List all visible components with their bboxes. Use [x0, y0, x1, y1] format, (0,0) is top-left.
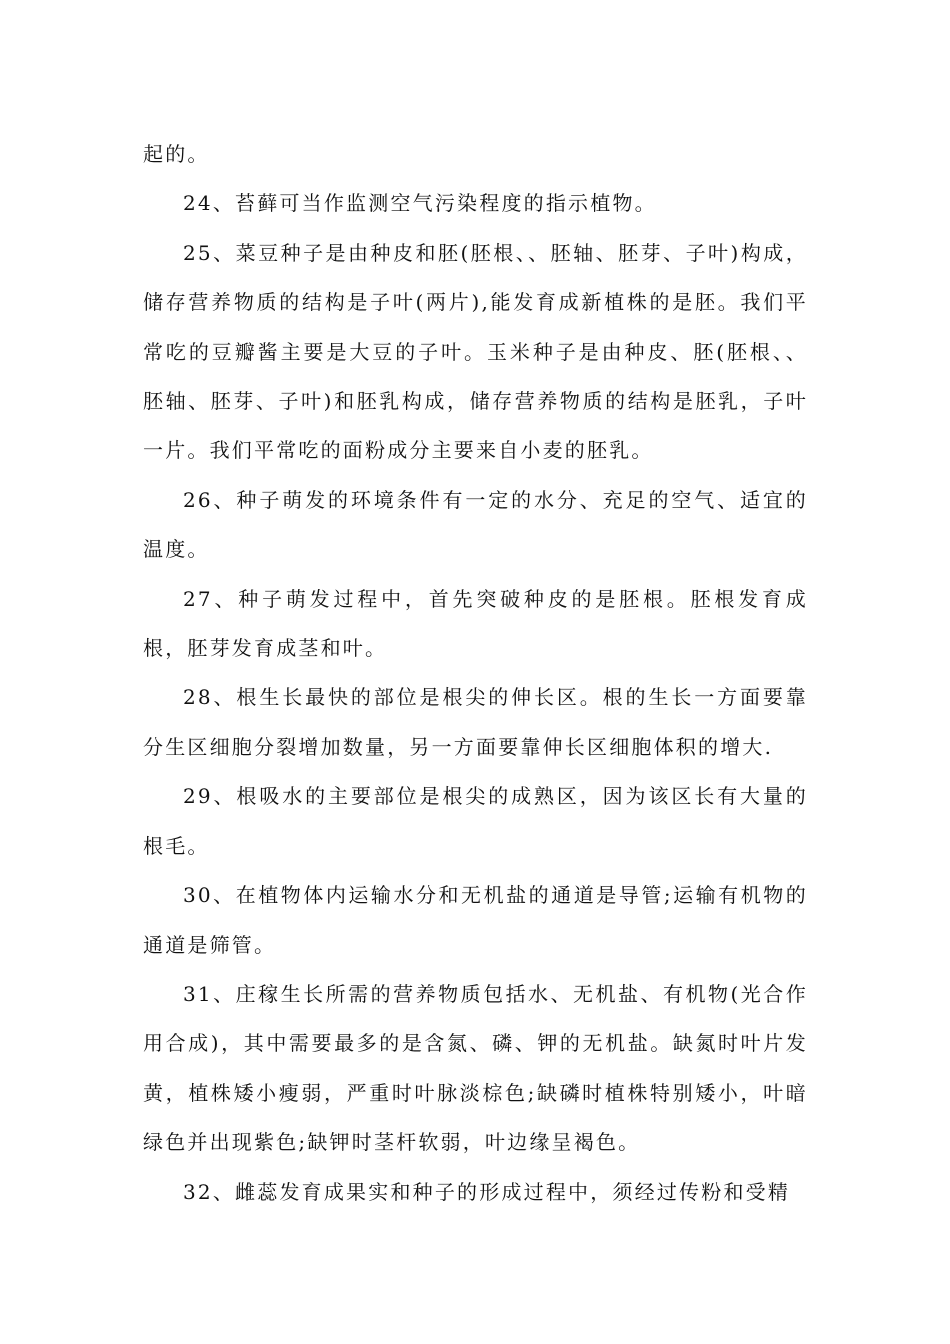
paragraph: 27、种子萌发过程中，首先突破种皮的是胚根。胚根发育成根，胚芽发育成茎和叶。	[143, 586, 808, 661]
paragraph: 起的。	[143, 142, 210, 166]
paragraph: 31、庄稼生长所需的营养物质包括水、无机盐、有机物(光合作用合成)，其中需要最多的是含氮、磷、钾的无机盐。缺氮时叶片发黄，植株矮小瘦弱，严重时叶脉淡棕色;缺磷时植株特别矮小，叶暗绿色并出现紫色;缺钾时茎杆软弱，叶边缘呈褐色。	[143, 981, 808, 1155]
paragraph: 28、根生长最快的部位是根尖的伸长区。根的生长一方面要靠分生区细胞分裂增加数量，另一方面要靠伸长区细胞体积的增大.	[143, 685, 808, 759]
paragraph: 25、菜豆种子是由种皮和胚(胚根、、胚轴、胚芽、子叶)构成，储存营养物质的结构是子叶(两片),能发育成新植株的是胚。我们平常吃的豆瓣酱主要是大豆的子叶。玉米种子是由种皮、胚(胚根、、胚轴、胚芽、子叶)和胚乳构成，储存营养物质的结构是胚乳，子叶一片。我们平常吃的面粉成分主要来自小麦的胚乳。	[143, 240, 808, 463]
document-body	[143, 130, 808, 1217]
paragraph: 24、苔藓可当作监测空气污染程度的指示植物。	[183, 191, 657, 216]
paragraph: 26、种子萌发的环境条件有一定的水分、充足的空气、适宜的温度。	[143, 487, 808, 562]
paragraph: 30、在植物体内运输水分和无机盐的通道是导管;运输有机物的通道是筛管。	[143, 883, 808, 957]
paragraph: 32、雌蕊发育成果实和种子的形成过程中，须经过传粉和受精	[183, 1179, 791, 1204]
paragraph: 29、根吸水的主要部位是根尖的成熟区，因为该区长有大量的根毛。	[143, 784, 808, 858]
